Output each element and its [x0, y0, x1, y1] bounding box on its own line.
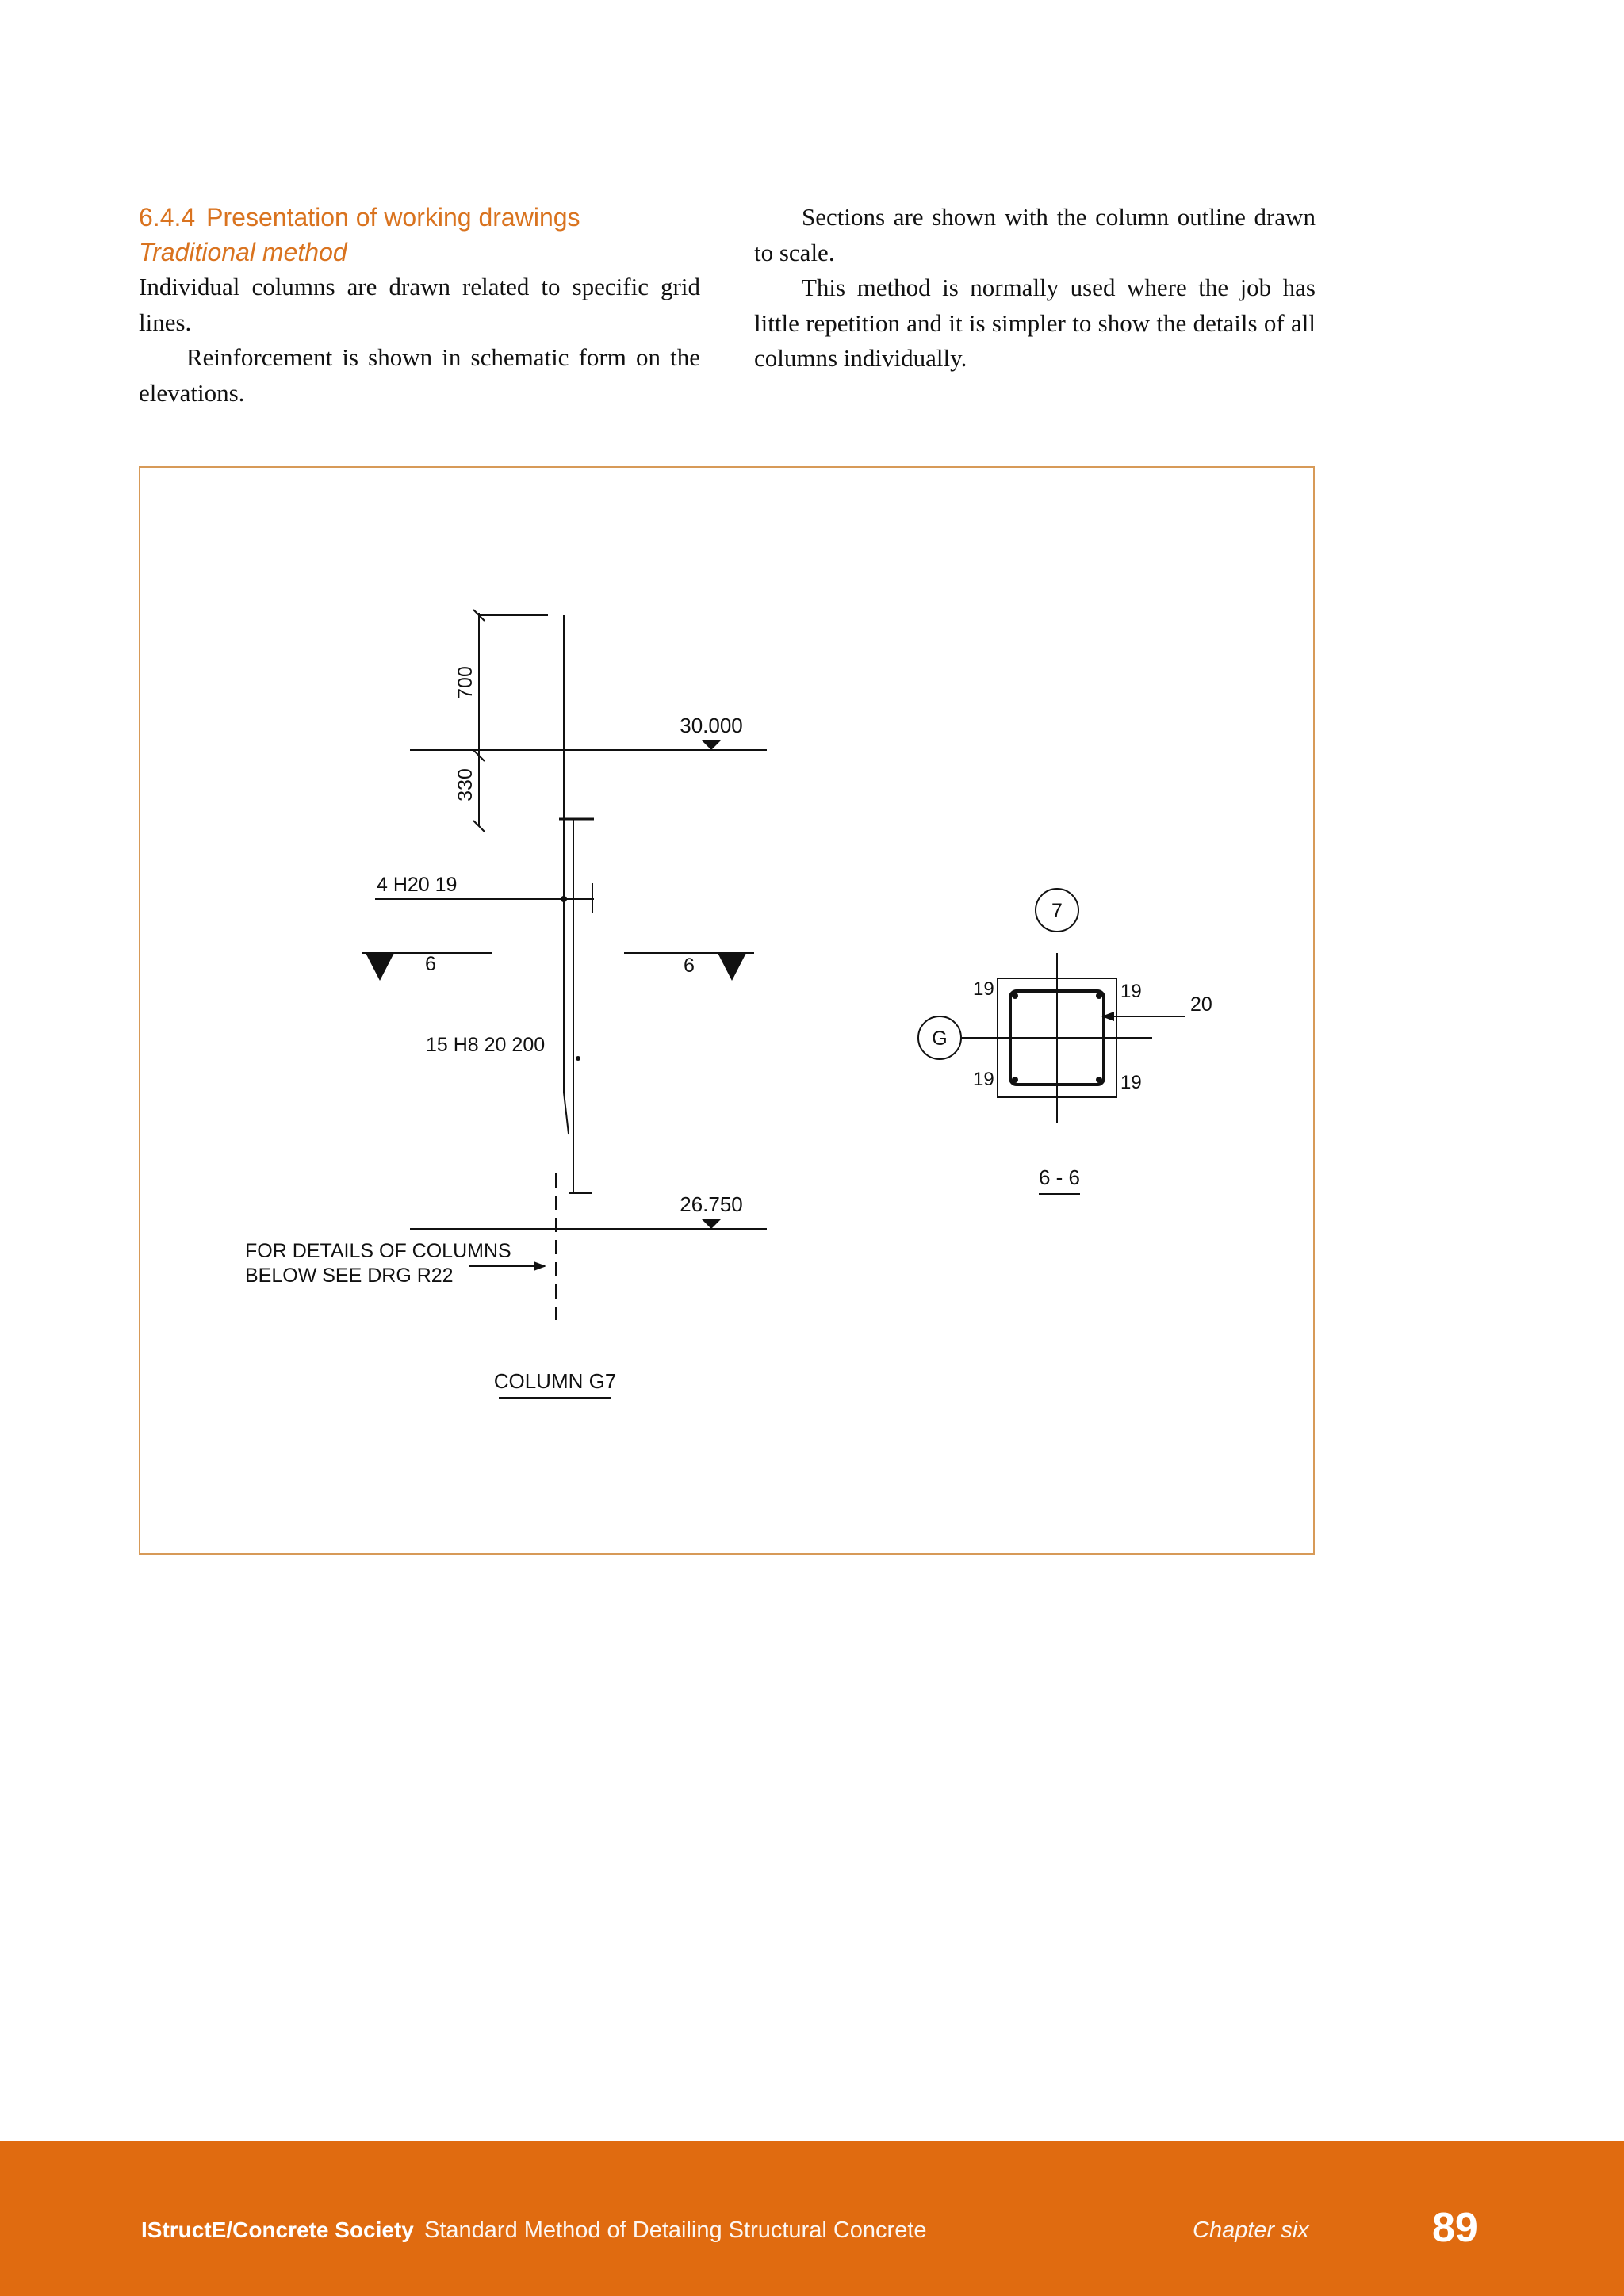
section-title: Presentation of working drawings: [206, 203, 580, 232]
footer-title: Standard Method of Detailing Structural Concrete: [424, 2218, 927, 2243]
section-mark-left: 6: [425, 953, 436, 975]
level-bottom-label: 26.750: [680, 1192, 743, 1216]
grid-number: 7: [1051, 900, 1063, 922]
paragraph-2: Reinforcement is shown in schematic form on the elevations.: [139, 343, 700, 407]
bar-mark-top-left: 19: [973, 978, 994, 1000]
paragraph-1: Individual columns are drawn related to specific grid lines.: [139, 273, 700, 336]
footer-org: IStructE/Concrete Society: [141, 2218, 414, 2242]
paragraph-4: This method is normally used where the job has little repetition and it is simpler to show the details of all columns individually.: [754, 274, 1316, 372]
page-number: 89: [1432, 2205, 1478, 2251]
column-title: COLUMN G7: [493, 1369, 617, 1393]
footer-chapter: Chapter six: [1193, 2218, 1309, 2243]
bar-mark-bottom-right: 19: [1120, 1072, 1142, 1093]
dimension-330: 330: [454, 768, 477, 802]
footer-bar: [0, 2141, 1624, 2296]
level-marker-top: [702, 740, 721, 750]
main-bars-label: 4 H20 19: [377, 874, 458, 896]
dimension-700: 700: [454, 666, 477, 699]
links-label: 15 H8 20 200: [426, 1034, 546, 1056]
section-arrow-right: [718, 953, 746, 981]
corner-bar: [1012, 993, 1018, 999]
note-line-2: BELOW SEE DRG R22: [245, 1265, 454, 1287]
level-top-label: 30.000: [680, 714, 743, 737]
section-title: 6 - 6: [1038, 1165, 1081, 1189]
section-number: 6.4.4: [139, 203, 196, 232]
paragraph-3: Sections are shown with the column outline drawn to scale.: [754, 203, 1316, 266]
right-column: [754, 200, 1316, 377]
cover-label: 20: [1190, 993, 1212, 1016]
column-drawing: [140, 468, 1316, 1556]
section-arrow-left: [366, 953, 394, 981]
left-column: [139, 200, 700, 411]
section-heading: [139, 200, 700, 235]
figure-frame: [139, 466, 1315, 1555]
note-line-1: FOR DETAILS OF COLUMNS: [245, 1240, 511, 1262]
corner-bar: [1096, 993, 1102, 999]
corner-bar: [1012, 1077, 1018, 1083]
grid-letter: G: [932, 1027, 948, 1050]
bar-mark-top-right: 19: [1120, 981, 1142, 1002]
section-subtitle: Traditional method: [139, 238, 347, 266]
section-mark-right: 6: [684, 955, 695, 977]
corner-bar: [1096, 1077, 1102, 1083]
level-marker-bottom: [702, 1219, 721, 1229]
bar-mark-bottom-left: 19: [973, 1069, 994, 1090]
